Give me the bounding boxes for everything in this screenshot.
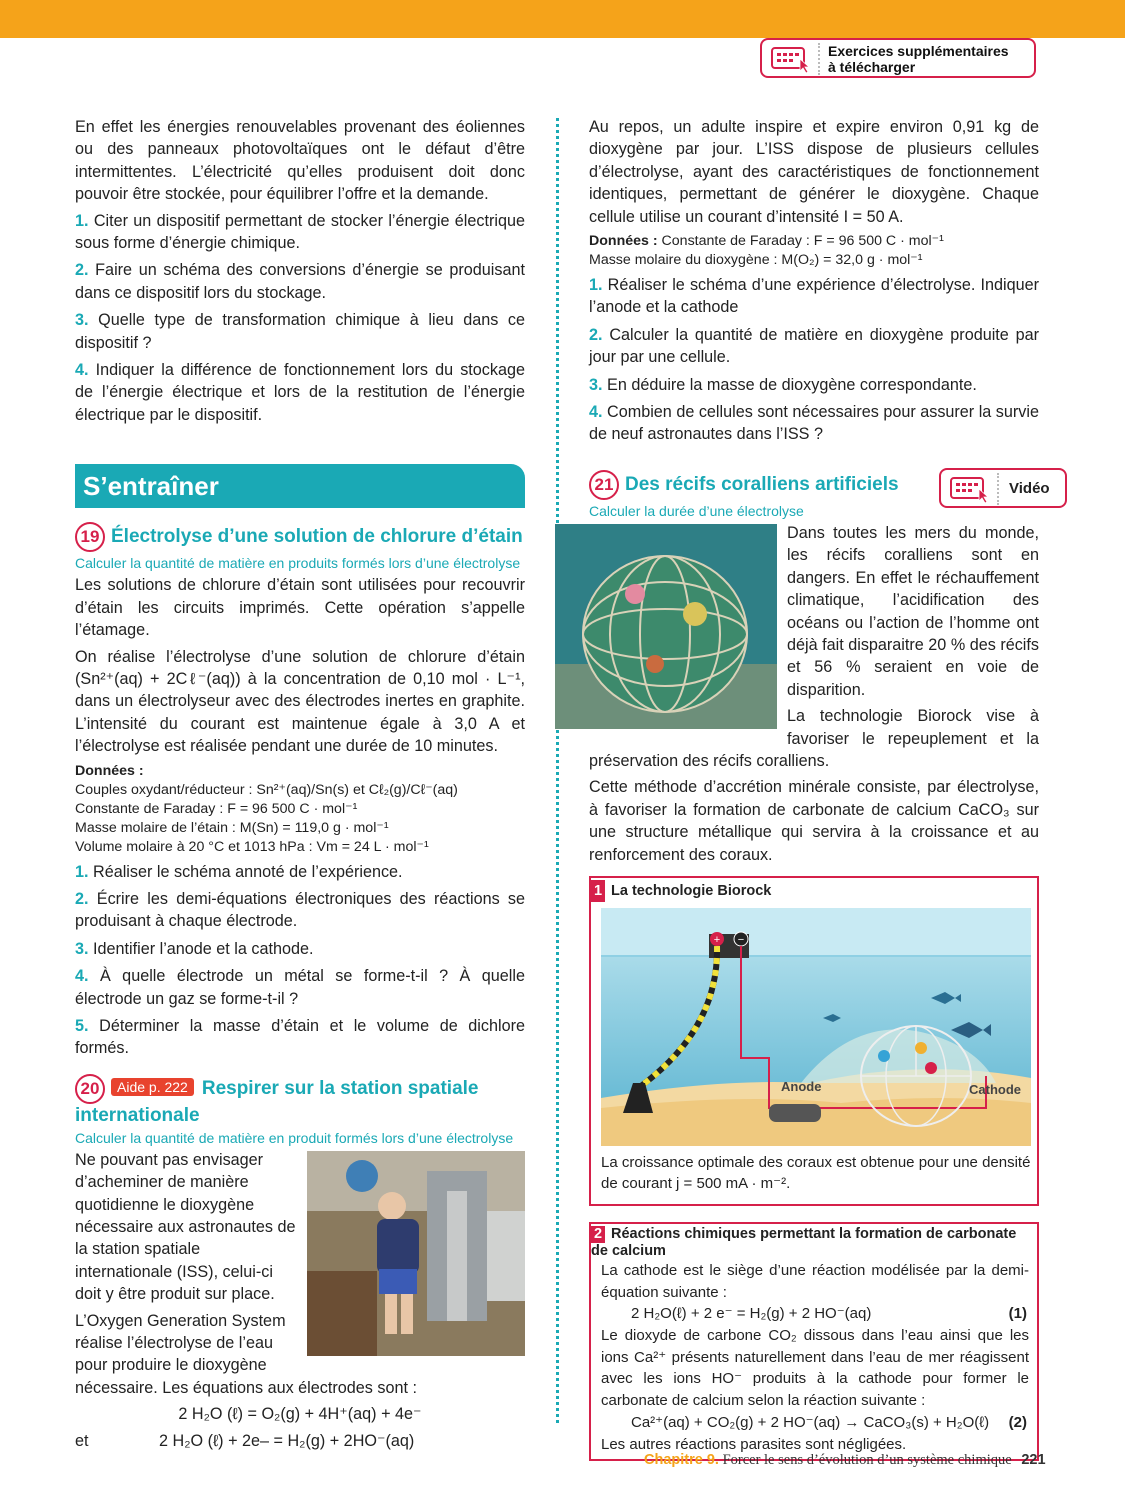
document-2 (589, 1222, 1039, 1461)
exercise-subtitle: Calculer la quantité de matière en produits formés lors d’une électrolyse (75, 555, 521, 572)
paragraph: Les autres réactions parasites sont négligées. (601, 1435, 907, 1453)
paragraph: Cette méthode d’accrétion minérale consiste, par électrolyse, à favoriser la formation de carbonate de calcium CaCO₃ sur une structure métallique qui servira à la croissance et au renforcement des coraux. (589, 778, 1039, 864)
question: 4. Combien de cellules sont nécessaires pour assurer la survie de neuf astronautes dans l’ISS ? (589, 403, 1039, 444)
top-color-bar (0, 0, 1125, 38)
computer-click-icon (949, 475, 991, 503)
paragraph: Le dioxyde de carbone CO₂ dissous dans l’eau ainsi que les ions Ca²⁺ présents naturellement dans l’eau de mer réagissent avec les ions HO⁻ produits à la cathode pour former le carbonate de calcium selon la réaction suivante : (601, 1327, 1029, 1409)
document-title: 2 Réactions chimiques permettant la formation de carbonate de calcium (591, 1225, 1017, 1259)
exercise-subtitle: Calculer la quantité de matière en produit formés lors d’une électrolyse (75, 1129, 514, 1146)
and-label: et (75, 1431, 89, 1450)
question: 3. Identifier l’anode et la cathode. (75, 939, 314, 958)
coral-reef-photo (555, 524, 777, 729)
data-line: Masse molaire de l’étain : M(Sn) = 119,0 g · mol⁻¹ (75, 819, 389, 836)
download-label: Exercices supplémentaires à télécharger (828, 43, 1009, 75)
video-button[interactable] (939, 468, 1067, 508)
data-line: Constante de Faraday : F = 96 500 C · mol⁻¹ (75, 800, 358, 817)
exercise-20-title: 20 Aide p. 222 Respirer sur la station spatiale internationale (75, 1074, 525, 1127)
page-number: 221 (1021, 1452, 1046, 1468)
document-1 (589, 876, 1039, 1206)
plus-terminal-label: + (713, 933, 721, 946)
equation: 2 H₂O (ℓ) = O₂(g) + 4H⁺(aq) + 4e⁻ (178, 1405, 422, 1424)
astronaut-photo (307, 1151, 525, 1356)
left-column (75, 116, 525, 1452)
question: 4. À quelle électrode un métal se forme-t-il ? À quelle électrode un gaz se forme-t-il ? (75, 967, 525, 1008)
biorock-diagram (601, 908, 1031, 1146)
data-line: Couples oxydant/réducteur : Sn²⁺(aq)/Sn(s) et Cℓ₂(g)/Cℓ⁻(aq) (75, 781, 458, 798)
chapter-title: Forcer le sens d’évolution d’un système chimique (722, 1452, 1012, 1468)
document-title: 1 La technologie Biorock (591, 878, 1037, 902)
paragraph: Ne pouvant pas envisager d’acheminer de manière quotidienne le dioxygène nécessaire aux astronautes de la station spatiale internationale (ISS), celui-ci doit y être produit sur place. (75, 1150, 296, 1304)
anode-label: Anode (781, 1078, 822, 1094)
right-column (589, 116, 1039, 1461)
paragraph: L’Oxygen Generation System réalise l’électrolyse de l’eau pour produire le dioxygène nécessaire. Les équations aux électrodes sont : (75, 1311, 417, 1397)
paragraph: Les solutions de chlorure d’étain sont utilisées pour recouvrir d’étain les circuits imprimés. Cette opération s’appelle l’étamage. (75, 576, 525, 640)
page-footer (644, 1452, 1046, 1469)
paragraph: On réalise l’électrolyse d’une solution de chlorure d’étain (Sn²⁺(aq) + 2Cℓ⁻(aq)) à la concentration de 0,10 mol · L⁻¹, dans un électrolyseur avec des électrodes inertes en graphite. L’intensité du courant est maintenue égale à 3,0 A et l’électrolyse est réalisée pendant une durée de 10 minutes. (75, 647, 525, 756)
equation-2: Ca²⁺(aq) + CO₂(g) + 2 HO⁻(aq) → CaCO₃(s) + H₂O(ℓ) (2) (631, 1413, 1027, 1431)
data-line: Masse molaire du dioxygène : M(O₂) = 32,0 g · mol⁻¹ (589, 252, 923, 269)
question: 4. Indiquer la différence de fonctionnement lors du stockage de l’énergie électrique et lors de la restitution de l’énergie électrique par le dispositif. (75, 361, 526, 424)
computer-click-icon (770, 45, 812, 73)
exercise-21-title: 21 Des récifs coralliens artificiels (589, 470, 1039, 500)
question: 1. Citer un dispositif permettant de stocker l’énergie électrique sous forme d’énergie chimique. (75, 211, 525, 253)
paragraph: Dans toutes les mers du monde, les récifs coralliens sont en dangers. En effet le réchauffement climatique, l’acidification des océans ou l’action de l’homme ont déjà fait disparaitre 20 % des récifs et 56 % seraient en voie de disparition. (787, 523, 1039, 699)
equation: 2 H₂O (ℓ) + 2e– = H₂(g) + 2HO⁻(aq) (159, 1431, 415, 1450)
question: 5. Déterminer la masse d’étain et le volume de dichlore formés. (75, 1016, 525, 1058)
help-badge[interactable]: Aide p. 222 (111, 1078, 194, 1096)
question: 2. Faire un schéma des conversions d’énergie se produisant dans ce dispositif lors du stockage. (75, 261, 525, 302)
question: 3. Quelle type de transformation chimique à lieu dans ce dispositif ? (75, 311, 525, 352)
chapter-label: Chapitre 9. (644, 1452, 719, 1468)
cathode-label: Cathode (969, 1081, 1021, 1097)
data-label: Données : Constante de Faraday : F = 96 500 C · mol⁻¹ (589, 233, 944, 250)
download-exercises-button[interactable] (760, 38, 1036, 78)
question: 2. Calculer la quantité de matière en dioxygène produite par jour par une cellule. (589, 325, 1039, 367)
paragraph: La cathode est le siège d’une réaction modélisée par la demi-équation suivante : (601, 1261, 1029, 1301)
exercise-subtitle: Calculer la durée d’une électrolyse (589, 502, 804, 519)
question: 1. Réaliser le schéma d’une expérience d’électrolyse. Indiquer l’anode et la cathode (589, 276, 1039, 317)
data-line: Volume molaire à 20 °C et 1013 hPa : Vm = 24 L · mol⁻¹ (75, 838, 429, 855)
column-divider (556, 118, 559, 1423)
data-label: Données : (75, 762, 144, 779)
question: 1. Réaliser le schéma annoté de l’expérience. (75, 862, 403, 881)
section-title: S’entraîner (75, 464, 525, 508)
exercise-19-title: 19 Électrolyse d’une solution de chlorure d’étain (75, 522, 525, 552)
paragraph: La technologie Biorock vise à favoriser le repeuplement et la préservation des récifs coralliens. (589, 707, 1039, 770)
question: 2. Écrire les demi-équations électroniques des réactions se produisant à chaque électrode. (75, 889, 526, 931)
document-caption: La croissance optimale des coraux est obtenue pour une densité de courant j = 500 mA · m⁻². (601, 1153, 1031, 1192)
video-label: Vidéo (1009, 480, 1050, 497)
paragraph: Au repos, un adulte inspire et expire environ 0,91 kg de dioxygène par jour. L’ISS dispose de plusieurs cellules d’électrolyse, ayant des caractéristiques de fonctionnement identiques, permettant de générer le dioxygène. Chaque cellule utilise un courant d’intensité I = 50 A. (589, 118, 1039, 226)
intro-paragraph: En effet les énergies renouvelables provenant des éoliennes ou des panneaux photovoltaïques ont le défaut d’être intermittentes. L’électricité qu’elles produisent doit donc pouvoir être stockée, pour équilibrer l’offre et la demande. (75, 118, 525, 204)
minus-terminal-label: − (737, 933, 745, 946)
question: 3. En déduire la masse de dioxygène correspondante. (589, 375, 977, 394)
equation-1: 2 H₂O(ℓ) + 2 e⁻ = H₂(g) + 2 HO⁻(aq) (1) (631, 1305, 1027, 1323)
